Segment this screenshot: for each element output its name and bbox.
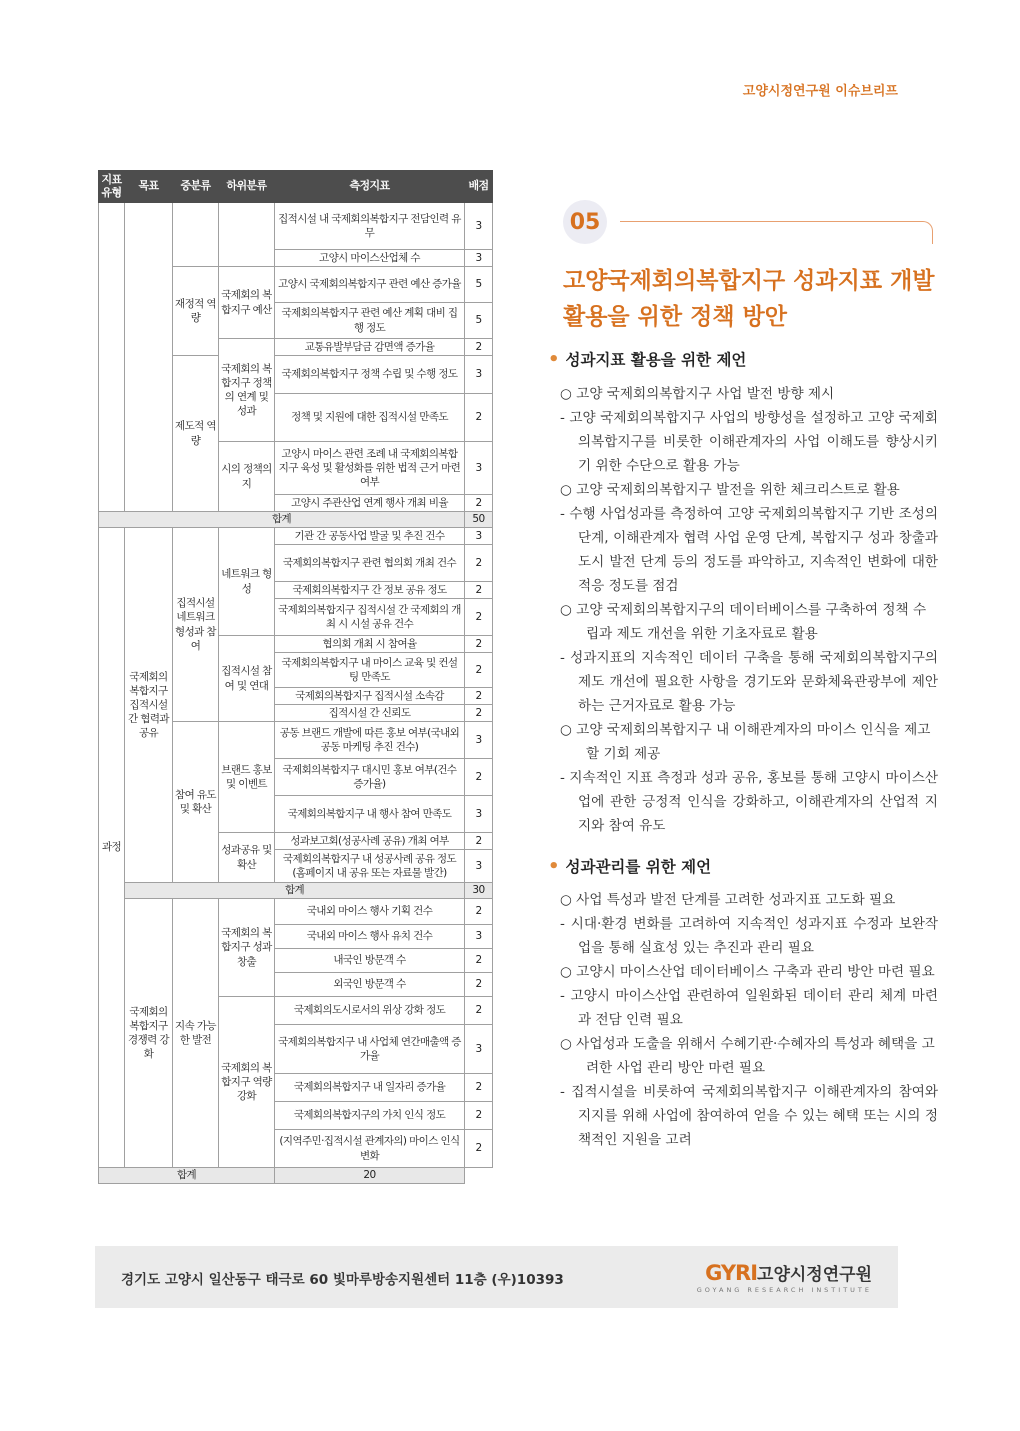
score-cell: 2: [465, 582, 493, 599]
major-cell: [173, 203, 219, 267]
col-goal: 목표: [125, 171, 173, 203]
footer: [95, 1246, 898, 1308]
table-header-row: [99, 171, 493, 203]
goal-cell: 국제회의복합지구 경쟁력 강화: [125, 899, 173, 1168]
indicator-cell: 국제회의복합지구 관련 협의회 개최 건수: [275, 545, 465, 582]
major-cell: 집적시설 네트워크 형성과 참여: [173, 528, 219, 722]
score-cell: 2: [465, 1130, 493, 1168]
indicator-cell: 국내외 마이스 행사 유치 건수: [275, 925, 465, 949]
table-row: [99, 528, 493, 545]
major-cell: 지속 가능한 발전: [173, 899, 219, 1168]
subheading-usage: [548, 348, 746, 370]
score-cell: 2: [465, 653, 493, 688]
total-row: [99, 1168, 493, 1184]
indicator-cell: 기관 간 공동사업 발굴 및 추진 건수: [275, 528, 465, 545]
indicator-cell: 국제회의복합지구의 가치 인식 정도: [275, 1102, 465, 1130]
score-cell: 3: [465, 925, 493, 949]
minor-cell: 집적시설 참여 및 연대: [219, 636, 275, 722]
indicator-cell: 국제회의복합지구 내 사업체 연간매출액 증가율: [275, 1025, 465, 1074]
indicator-cell: 외국인 방문객 수: [275, 973, 465, 997]
minor-cell: [219, 203, 275, 267]
indicator-cell: 집적시설 간 신뢰도: [275, 705, 465, 722]
indicator-cell: 국제회의복합지구 집적시설 간 국제회의 개최 시 시설 공유 건수: [275, 599, 465, 636]
score-cell: 2: [465, 636, 493, 653]
indicator-cell: 국제회의도시로서의 위상 강화 정도: [275, 997, 465, 1025]
indicator-cell: 협의회 개최 시 참여율: [275, 636, 465, 653]
goal-cell: 국제회의복합지구 집적시설 간 협력과 공유: [125, 528, 173, 883]
usage-body: [560, 382, 938, 838]
bullet-dot-icon: •: [548, 349, 560, 370]
usage-line: ○ 고양 국제회의복합지구의 데이터베이스를 구축하여 정책 수립과 제도 개선을 위한 기초자료로 활용: [560, 602, 927, 642]
minor-cell: 네트워크 형성: [219, 528, 275, 636]
score-cell: 2: [465, 833, 493, 850]
indicator-cell: (지역주민·집적시설 관계자의) 마이스 인식 변화: [275, 1130, 465, 1168]
logo-name: 고양시정연구원: [757, 1265, 872, 1285]
table-row: [99, 203, 493, 250]
score-cell: 3: [465, 796, 493, 833]
major-cell: 제도적 역량: [173, 356, 219, 512]
indicator-cell: 국제회의복합지구 내 행사 참여 만족도: [275, 796, 465, 833]
bullet-dot-icon: •: [548, 856, 560, 877]
score-cell: 2: [465, 759, 493, 796]
score-cell: 2: [465, 495, 493, 512]
indicator-cell: 고양시 국제회의복합지구 관련 예산 증가율: [275, 267, 465, 303]
score-cell: 2: [465, 599, 493, 636]
minor-cell: 국제회의 복합지구 성과창출: [219, 899, 275, 997]
type-cell: [99, 203, 125, 512]
score-cell: 3: [465, 722, 493, 759]
score-cell: 2: [465, 1102, 493, 1130]
management-line: ○ 사업 특성과 발전 단계를 고려한 성과지표 고도화 필요: [560, 892, 896, 908]
score-cell: 3: [465, 1025, 493, 1074]
col-type: 지표유형: [99, 171, 125, 203]
indicator-cell: 국제회의복합지구 관련 예산 계획 대비 집행 정도: [275, 303, 465, 339]
score-cell: 2: [465, 339, 493, 356]
management-line: ○ 고양시 마이스산업 데이터베이스 구축과 관리 방안 마련 필요: [560, 964, 935, 980]
score-cell: 2: [465, 997, 493, 1025]
usage-line: ○ 고양 국제회의복합지구 사업 발전 방향 제시: [560, 386, 835, 402]
usage-line: - 수행 사업성과를 측정하여 고양 국제회의복합지구 기반 조성의 단계, 이해관계자 협력 사업 운영 단계, 복합지구 성과 창출과 도시 발전 단계 등의 정도를 파악하고, 지속적인 변화에 대한 적응 정도를 점검: [560, 506, 938, 594]
indicator-cell: 고양시 마이스 관련 조례 내 국제회의복합지구 육성 및 활성화를 위한 법적 근거 마련 여부: [275, 442, 465, 495]
major-cell: 참여 유도 및 확산: [173, 722, 219, 883]
minor-cell: 브랜드 홍보 및 이벤트: [219, 722, 275, 833]
score-cell: 2: [465, 899, 493, 925]
score-cell: 3: [465, 528, 493, 545]
indicator-cell: 국제회의복합지구 간 정보 공유 정도: [275, 582, 465, 599]
minor-cell: 국제회의 복합지구 역량 강화: [219, 997, 275, 1168]
major-cell: 재정적 역량: [173, 267, 219, 356]
score-cell: 5: [465, 267, 493, 303]
indicator-cell: 국제회의복합지구 대시민 홍보 여부(건수 증가율): [275, 759, 465, 796]
indicator-cell: 교통유발부담금 감면액 증가율: [275, 339, 465, 356]
total-label: 합계: [99, 512, 465, 528]
section-title-line2: 활용을 위한 정책 방안: [563, 304, 787, 330]
subheading-usage-text: 성과지표 활용을 위한 제언: [565, 351, 747, 369]
header-brief: 고양시정연구원 이슈브리프: [742, 84, 898, 99]
total-score: 30: [465, 883, 493, 899]
score-cell: 3: [465, 442, 493, 495]
score-cell: 3: [465, 850, 493, 883]
score-cell: 2: [465, 973, 493, 997]
usage-line: - 고양 국제회의복합지구 사업의 방향성을 설정하고 고양 국제회의복합지구를 비롯한 이해관계자의 사업 이해도를 향상시키기 위한 수단으로 활용 가능: [560, 410, 938, 474]
management-body: [560, 888, 938, 1152]
management-line: - 시대·환경 변화를 고려하여 지속적인 성과지표 수정과 보완작업을 통해 실효성 있는 추진과 관리 필요: [560, 916, 938, 956]
score-cell: 2: [465, 949, 493, 973]
score-cell: 3: [465, 356, 493, 394]
indicator-cell: 국내외 마이스 행사 기획 건수: [275, 899, 465, 925]
indicator-cell: 공동 브랜드 개발에 따른 홍보 여부(국내외 공동 마케팅 추진 건수): [275, 722, 465, 759]
score-cell: 2: [465, 545, 493, 582]
logo-mark: GYRI: [705, 1261, 758, 1285]
management-line: ○ 사업성과 도출을 위해서 수혜기관·수혜자의 특성과 혜택을 고려한 사업 관리 방안 마련 필요: [560, 1036, 935, 1076]
footer-address: 경기도 고양시 일산동구 태극로 60 빛마루방송지원센터 11층 (우)10393: [121, 1272, 564, 1288]
total-label: 합계: [99, 1168, 275, 1184]
institute-logo: [697, 1260, 872, 1294]
indicator-cell: 국제회의복합지구 집적시설 소속감: [275, 688, 465, 705]
col-score: 배점: [465, 171, 493, 203]
section-title: [563, 263, 943, 335]
usage-line: - 성과지표의 지속적인 데이터 구축을 통해 국제회의복합지구의 제도 개선에 필요한 사항을 경기도와 문화체육관광부에 제안하는 근거자료로 활용 가능: [560, 650, 938, 714]
total-row: [99, 883, 493, 899]
usage-line: ○ 고양 국제회의복합지구 내 이해관계자의 마이스 인식을 제고할 기회 제공: [560, 722, 931, 762]
total-row: [99, 512, 493, 528]
minor-cell: 국제회의 복합지구 예산: [219, 267, 275, 339]
score-cell: 2: [465, 688, 493, 705]
indicator-cell: 국제회의복합지구 정책 수립 및 수행 정도: [275, 356, 465, 394]
kpi-table: [98, 170, 493, 1184]
usage-line: ○ 고양 국제회의복합지구 발전을 위한 체크리스트로 활용: [560, 482, 900, 498]
subheading-management: [548, 855, 711, 877]
section-divider: [620, 221, 933, 244]
indicator-cell: 내국인 방문객 수: [275, 949, 465, 973]
management-line: - 집적시설을 비롯하여 국제회의복합지구 이해관계자의 참여와 지지를 위해 사업에 참여하여 얻을 수 있는 혜택 또는 시의 정책적인 지원을 고려: [560, 1084, 938, 1148]
total-label: 합계: [125, 883, 465, 899]
col-indicator: 측정지표: [275, 171, 465, 203]
total-score: 20: [275, 1168, 465, 1184]
section-title-line1: 고양국제회의복합지구 성과지표 개발: [563, 268, 935, 294]
subheading-management-text: 성과관리를 위한 제언: [565, 858, 712, 876]
logo-english-name: GOYANG RESEARCH INSTITUTE: [696, 1286, 872, 1294]
indicator-cell: 성과보고회(성공사례 공유) 개최 여부: [275, 833, 465, 850]
indicator-cell: 국제회의복합지구 내 성공사례 공유 정도 (홈페이지 내 공유 또는 자료물 발간): [275, 850, 465, 883]
score-cell: 5: [465, 303, 493, 339]
col-minor: 하위분류: [219, 171, 275, 203]
indicator-cell: 고양시 주관산업 연계 행사 개최 비율: [275, 495, 465, 512]
section-number-badge: 05: [563, 200, 607, 244]
indicator-cell: 국제회의복합지구 내 마이스 교육 및 컨설팅 만족도: [275, 653, 465, 688]
type-cell: 과정: [99, 528, 125, 1168]
score-cell: 2: [465, 1074, 493, 1102]
minor-cell: 시의 정책의지: [219, 442, 275, 512]
indicator-cell: 집적시설 내 국제회의복합지구 전담인력 유무: [275, 203, 465, 250]
minor-cell: 국제회의 복합지구 정책의 연계 및 성과: [219, 339, 275, 442]
score-cell: 3: [465, 250, 493, 267]
indicator-cell: 정책 및 지원에 대한 집적시설 만족도: [275, 394, 465, 442]
score-cell: 2: [465, 705, 493, 722]
minor-cell: 성과공유 및 확산: [219, 833, 275, 883]
col-major: 중분류: [173, 171, 219, 203]
total-score: 50: [465, 512, 493, 528]
table-row: [99, 899, 493, 925]
score-cell: 3: [465, 203, 493, 250]
usage-line: - 지속적인 지표 측정과 성과 공유, 홍보를 통해 고양시 마이스산업에 관한 긍정적 인식을 강화하고, 이해관계자의 산업적 지지와 참여 유도: [560, 770, 938, 834]
indicator-cell: 국제회의복합지구 내 일자리 증가율: [275, 1074, 465, 1102]
indicator-cell: 고양시 마이스산업체 수: [275, 250, 465, 267]
goal-cell: [125, 203, 173, 512]
score-cell: 2: [465, 394, 493, 442]
management-line: - 고양시 마이스산업 관련하여 일원화된 데이터 관리 체계 마련과 전담 인력 필요: [560, 988, 938, 1028]
